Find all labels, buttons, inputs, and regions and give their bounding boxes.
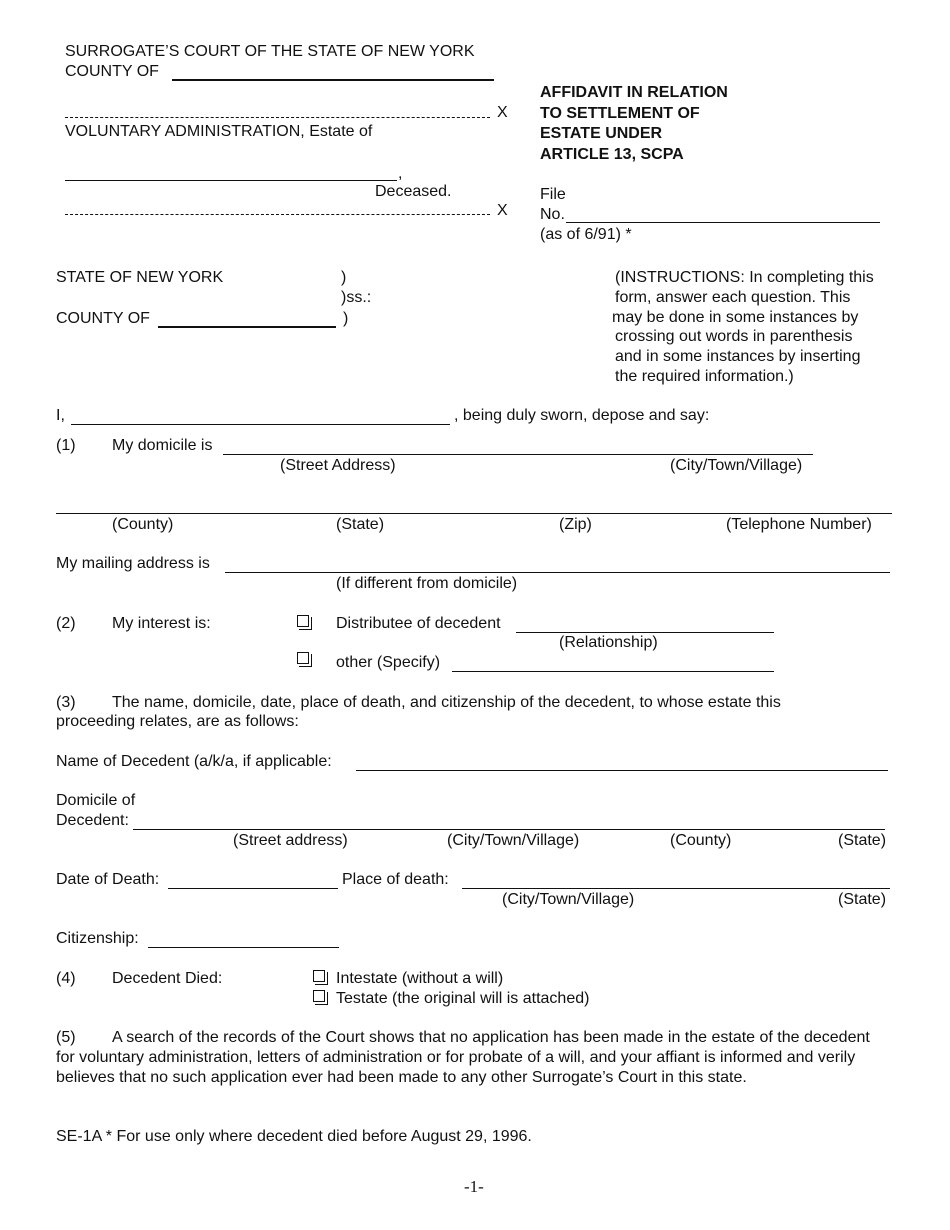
place-of-death-label: Place of death: xyxy=(342,871,449,888)
pod-state-caption: (State) xyxy=(838,891,887,908)
place-of-death-field[interactable] xyxy=(462,888,890,889)
decedent-name-label: Name of Decedent (a/k/a, if applicable: xyxy=(56,753,332,770)
interest-label: My interest is: xyxy=(112,615,211,632)
x-mark-top: X xyxy=(497,104,508,121)
testate-label: Testate (the original will is attached) xyxy=(336,990,590,1007)
item3-text-line1: The name, domicile, date, place of death, and citizenship of the decedent, to whose estate this xyxy=(112,694,781,711)
item5-line1: A search of the records of the Court shows that no application has been made in the estate of the decedent xyxy=(112,1029,870,1046)
citizenship-label: Citizenship: xyxy=(56,930,139,947)
intestate-checkbox[interactable] xyxy=(313,970,325,982)
mailing-address-label: My mailing address is xyxy=(56,555,210,572)
mailing-address-field[interactable] xyxy=(225,572,890,573)
other-label: other (Specify) xyxy=(336,654,441,671)
date-of-death-label: Date of Death: xyxy=(56,871,160,888)
phone-caption: (Telephone Number) xyxy=(726,516,872,533)
venue-paren-1: ) xyxy=(341,269,347,286)
as-of-note: (as of 6/91) * xyxy=(540,226,632,243)
caption-divider-top xyxy=(65,117,490,118)
item1-number: (1) xyxy=(56,437,76,454)
venue-county-label: COUNTY OF xyxy=(56,310,150,327)
county-field[interactable] xyxy=(172,79,494,81)
file-no-label: No. xyxy=(540,206,565,223)
instructions-line2: form, answer each question. This xyxy=(615,289,851,306)
relationship-caption: (Relationship) xyxy=(559,634,658,651)
venue-state: STATE OF NEW YORK xyxy=(56,269,224,286)
caption-divider-bottom xyxy=(65,214,490,215)
instructions-line4: crossing out words in parenthesis xyxy=(615,328,853,345)
venue-county-field[interactable] xyxy=(158,326,336,328)
venue-paren-2: ) xyxy=(343,310,349,327)
file-no-field[interactable] xyxy=(566,222,880,223)
county-label: COUNTY OF xyxy=(65,63,159,80)
domicile-street-field[interactable] xyxy=(223,454,813,455)
deceased-label: Deceased. xyxy=(375,183,452,200)
form-footnote: SE-1A * For use only where decedent died before August 29, 1996. xyxy=(56,1128,532,1145)
street-address-caption: (Street Address) xyxy=(280,457,396,474)
form-title-line1: AFFIDAVIT IN RELATION xyxy=(540,84,728,101)
decedent-died-label: Decedent Died: xyxy=(112,970,223,987)
county-caption: (County) xyxy=(112,516,174,533)
decedent-name-field[interactable] xyxy=(356,770,888,771)
item5-line2: for voluntary administration, letters of administration or for probate of a will, and your affiant is informed and verily xyxy=(56,1049,856,1066)
affiant-i: I, xyxy=(56,407,65,424)
other-specify-field[interactable] xyxy=(452,671,774,672)
citizenship-field[interactable] xyxy=(148,947,339,948)
voluntary-admin-label: VOLUNTARY ADMINISTRATION, Estate of xyxy=(65,123,373,140)
other-checkbox[interactable] xyxy=(297,652,309,664)
item2-number: (2) xyxy=(56,615,76,632)
decedent-domicile-label2: Decedent: xyxy=(56,812,129,829)
intestate-label: Intestate (without a will) xyxy=(336,970,504,987)
item3-number: (3) xyxy=(56,694,76,711)
item4-number: (4) xyxy=(56,970,76,987)
distributee-label: Distributee of decedent xyxy=(336,615,501,632)
decedent-domicile-label1: Domicile of xyxy=(56,792,136,809)
city-caption: (City/Town/Village) xyxy=(670,457,803,474)
x-mark-bottom: X xyxy=(497,202,508,219)
venue-ss: )ss.: xyxy=(341,289,372,306)
page-number: -1- xyxy=(464,1177,484,1196)
decedent-city-caption: (City/Town/Village) xyxy=(447,832,580,849)
instructions-line6: the required information.) xyxy=(615,368,794,385)
court-title: SURROGATE’S COURT OF THE STATE OF NEW YORK xyxy=(65,43,475,60)
if-different-caption: (If different from domicile) xyxy=(336,575,518,592)
zip-caption: (Zip) xyxy=(559,516,592,533)
decedent-street-caption: (Street address) xyxy=(233,832,348,849)
domicile-county-field[interactable] xyxy=(56,513,892,514)
estate-name-field[interactable] xyxy=(65,180,397,181)
domicile-label: My domicile is xyxy=(112,437,213,454)
item5-number: (5) xyxy=(56,1029,76,1046)
decedent-county-caption: (County) xyxy=(670,832,732,849)
form-title-line3: ESTATE UNDER xyxy=(540,125,663,142)
decedent-domicile-field[interactable] xyxy=(133,829,885,830)
comma: , xyxy=(398,165,403,182)
item5-line3: believes that no such application ever had been made to any other Surrogate’s Court in this state. xyxy=(56,1069,747,1086)
testate-checkbox[interactable] xyxy=(313,990,325,1002)
state-caption: (State) xyxy=(336,516,385,533)
form-title-line2: TO SETTLEMENT OF xyxy=(540,105,700,122)
distributee-checkbox[interactable] xyxy=(297,615,309,627)
item3-text-line2: proceeding relates, are as follows: xyxy=(56,713,299,730)
date-of-death-field[interactable] xyxy=(168,888,338,889)
instructions-line5: and in some instances by inserting xyxy=(615,348,861,365)
decedent-state-caption: (State) xyxy=(838,832,887,849)
instructions-line1: (INSTRUCTIONS: In completing this xyxy=(615,269,874,286)
file-label: File xyxy=(540,186,566,203)
pod-city-caption: (City/Town/Village) xyxy=(502,891,635,908)
form-title-line4: ARTICLE 13, SCPA xyxy=(540,146,684,163)
instructions-line3: may be done in some instances by xyxy=(612,309,859,326)
affiant-name-field[interactable] xyxy=(71,424,450,425)
depose-text: , being duly sworn, depose and say: xyxy=(454,407,710,424)
